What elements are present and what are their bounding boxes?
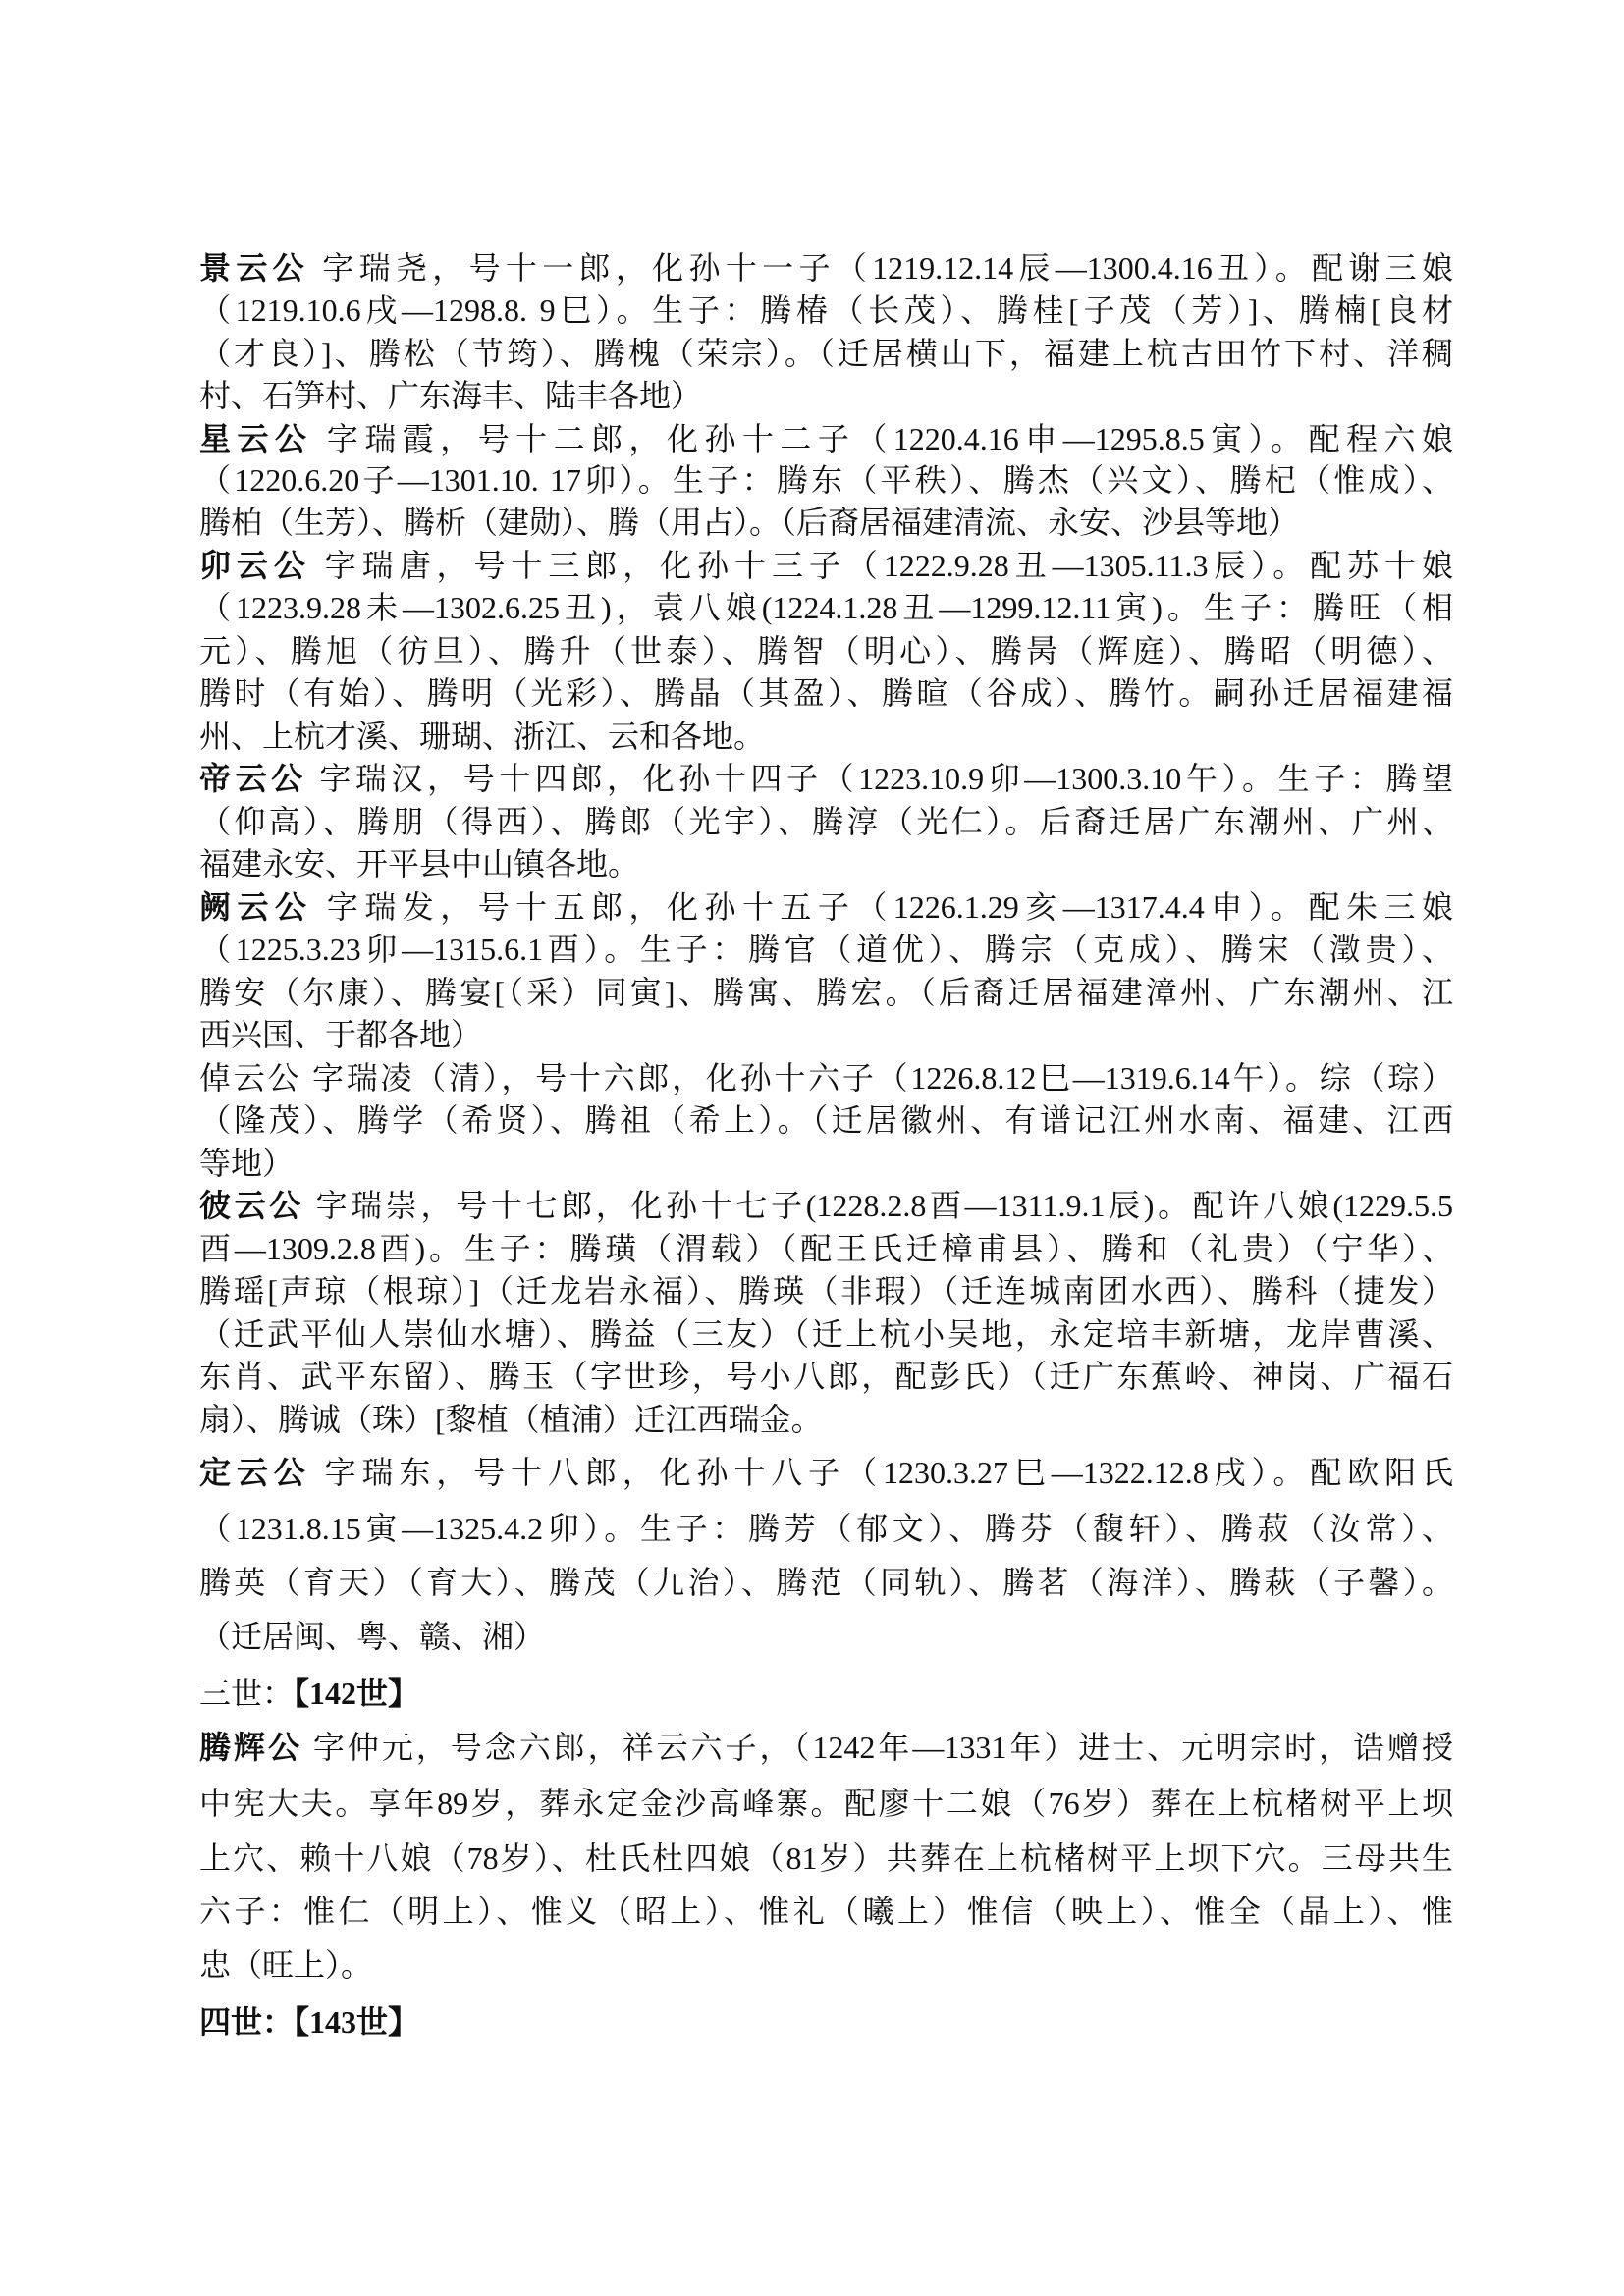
- text-segment: 腾瑶[声琼（根琼）]（迁龙岩永福）、腾瑛（非瑕）（迁连城南团水西）、腾科（捷发）: [199, 1273, 1453, 1308]
- text-line: [199, 629, 1453, 672]
- text-line: [199, 757, 1453, 800]
- text-segment: 等地）: [199, 1146, 295, 1181]
- text-line: [199, 417, 1453, 460]
- text-line: [199, 586, 1453, 629]
- text-segment: 村、石笋村、广东海丰、陆丰各地）: [199, 378, 703, 413]
- text-line: [199, 1398, 1453, 1441]
- text-segment: 【142世】: [294, 1676, 420, 1711]
- text-line: [199, 246, 1453, 290]
- person-name: 景云公: [199, 250, 309, 286]
- text-segment: （1225.3.23卯—1315.6.1酉）。生子：腾官（道优）、腾宗（克成）、腾宋（澂贵）、: [199, 932, 1453, 967]
- person-name: 倬云公: [199, 1060, 302, 1095]
- text-segment: （仰高）、腾朋（得西）、腾郎（光宇）、腾淳（光仁）。后裔迁居广东潮州、广州、: [199, 804, 1453, 839]
- text-segment: （1219.10.6戌—1298.8. 9巳）。生子：腾椿（长茂）、腾桂[子茂（芳）]、腾楠[良材: [199, 293, 1453, 328]
- text-line: [199, 1837, 1453, 1880]
- text-segment: 字仲元，号念六郎，祥云六子，（1242年—1331年）进士、元明宗时，诰赠授: [301, 1730, 1453, 1765]
- person-name: 彼云公: [199, 1188, 304, 1223]
- text-line: [199, 289, 1453, 332]
- text-segment: 元）、腾旭（彷旦）、腾升（世泰）、腾智（明心）、腾昺（辉庭）、腾昭（明德）、: [199, 633, 1453, 668]
- text-segment: 四世：【143世】: [199, 2004, 420, 2040]
- text-line: [199, 971, 1453, 1014]
- text-segment: 字瑞汉，号十四郎，化孙十四子（1223.10.9卯—1300.3.10午）。生子：腾望: [306, 761, 1453, 796]
- text-segment: 扇）、腾诚（珠）[黎植（植浦）迁江西瑞金。: [199, 1402, 823, 1437]
- text-line: [199, 1142, 1453, 1185]
- text-line: [199, 501, 1453, 544]
- text-line: [199, 1184, 1453, 1227]
- text-line: [199, 1451, 1453, 1494]
- text-line: [199, 1098, 1453, 1142]
- text-line: [199, 842, 1453, 885]
- person-name: 腾辉公: [199, 1730, 302, 1765]
- text-segment: （隆茂）、腾学（希贤）、腾祖（希上）。（迁居徽州、有谱记江州水南、福建、江西: [199, 1102, 1453, 1138]
- text-segment: 中宪大夫。享年89岁，葬永定金沙高峰寨。配廖十二娘（76岁）葬在上杭楮树平上坝: [199, 1786, 1453, 1821]
- text-segment: （迁居闽、粤、赣、湘）: [199, 1619, 546, 1654]
- text-segment: 字瑞东，号十八郎，化孙十八子（1230.3.27巳—1322.12.8戌）。配欧阳氏: [310, 1455, 1453, 1490]
- text-line: [199, 715, 1453, 758]
- text-segment: （1220.6.20子—1301.10. 17卯）。生子：腾东（平秩）、腾杰（兴文）、腾杞（惟成）、: [199, 462, 1453, 498]
- text-segment: 字瑞尧，号十一郎，化孙十一子（1219.12.14辰—1300.4.16丑）。配谢三娘: [308, 250, 1453, 286]
- text-line: [199, 1056, 1453, 1099]
- text-segment: 字瑞霞，号十二郎，化孙十二子（1220.4.16申—1295.8.5寅）。配程六娘: [312, 421, 1453, 456]
- text-segment: 忠（旺上）。: [199, 1948, 373, 1983]
- text-segment: 上穴、赖十八娘（78岁）、杜氏杜四娘（81岁）共葬在上杭楮树平上坝下穴。三母共生: [199, 1841, 1453, 1876]
- text-line: [199, 1561, 1453, 1604]
- text-segment: 字瑞发，号十五郎，化孙十五子（1226.1.29亥—1317.4.4申）。配朱三娘: [312, 889, 1453, 925]
- text-line: [199, 332, 1453, 375]
- person-name: 三世：: [199, 1676, 295, 1711]
- text-segment: 腾安（尔康）、腾宴[（采）同寅]、腾寓、腾宏。（后裔迁居福建漳州、广东潮州、江: [199, 975, 1453, 1010]
- text-segment: 福建永安、开平县中山镇各地。: [199, 846, 640, 881]
- text-line: [199, 1227, 1453, 1270]
- text-segment: （才良）]、腾松（节筠）、腾槐（荣宗）。（迁居横山下，福建上杭古田竹下村、洋稠: [199, 336, 1453, 371]
- text-segment: 西兴国、于都各地）: [199, 1017, 483, 1052]
- text-line: [199, 1890, 1453, 1933]
- text-segment: 东肖、武平东留）、腾玉（字世珍，号小八郎，配彭氏）（迁广东蕉岭、神岗、广福石: [199, 1359, 1453, 1394]
- text-line: [199, 1782, 1453, 1825]
- text-segment: 州、上杭才溪、珊瑚、浙江、云和各地。: [199, 719, 766, 754]
- text-segment: 腾时（有始）、腾明（光彩）、腾晶（其盈）、腾暄（谷成）、腾竹。嗣孙迁居福建福: [199, 675, 1453, 711]
- text-segment: 字瑞唐，号十三郎，化孙十三子（1222.9.28丑—1305.11.3辰）。配苏十娘: [310, 548, 1453, 583]
- text-segment: 六子：惟仁（明上）、惟义（昭上）、惟礼（曦上）惟信（映上）、惟全（晶上）、惟: [199, 1894, 1453, 1929]
- text-line: [199, 1615, 1453, 1658]
- text-line: [199, 1944, 1453, 1987]
- text-segment: 酉—1309.2.8酉)。生子：腾璜（渭载）（配王氏迁樟甫县）、腾和（礼贵）（宁华）、: [199, 1231, 1453, 1266]
- text-line: [199, 2001, 1453, 2044]
- person-name: 星云公: [199, 421, 313, 456]
- text-line: [199, 458, 1453, 502]
- text-line: [199, 1672, 1453, 1715]
- text-line: [199, 671, 1453, 715]
- text-line: [199, 1507, 1453, 1550]
- person-name: 定云公: [199, 1455, 311, 1490]
- text-segment: 腾英（育天）（育大）、腾茂（九治）、腾范（同轨）、腾茗（海洋）、腾萩（子馨）。: [199, 1565, 1453, 1600]
- text-line: [199, 1269, 1453, 1312]
- text-segment: 字瑞崇，号十七郎，化孙十七子(1228.2.8酉—1311.9.1辰)。配许八娘(1229.5.5: [303, 1188, 1453, 1223]
- text-segment: （1223.9.28未—1302.6.25丑)，袁八娘(1224.1.28丑—1299.12.11寅)。生子：腾旺（相: [199, 590, 1453, 625]
- text-line: [199, 544, 1453, 587]
- text-segment: 字瑞凌（清），号十六郎，化孙十六子（1226.8.12巳—1319.6.14午）。综（琮）: [301, 1060, 1453, 1095]
- text-line: [199, 1013, 1453, 1056]
- text-line: [199, 885, 1453, 929]
- text-segment: （1231.8.15寅—1325.4.2卯）。生子：腾芳（郁文）、腾芬（馥轩）、腾菽（汝常）、: [199, 1511, 1453, 1546]
- text-line: [199, 1355, 1453, 1398]
- text-line: [199, 1726, 1453, 1769]
- text-line: [199, 374, 1453, 417]
- text-line: [199, 800, 1453, 843]
- text-segment: （迁武平仙人崇仙水塘）、腾益（三友）（迁上杭小吴地，永定培丰新塘，龙岸曹溪、: [199, 1316, 1453, 1352]
- text-line: [199, 928, 1453, 971]
- person-name: 帝云公: [199, 761, 307, 796]
- person-name: 卯云公: [199, 548, 311, 583]
- text-line: [199, 1312, 1453, 1356]
- text-segment: 腾柏（生芳）、腾析（建勋）、腾（用占）。（后裔居福建清流、永安、沙县等地）: [199, 505, 1300, 540]
- person-name: 阙云公: [199, 889, 313, 925]
